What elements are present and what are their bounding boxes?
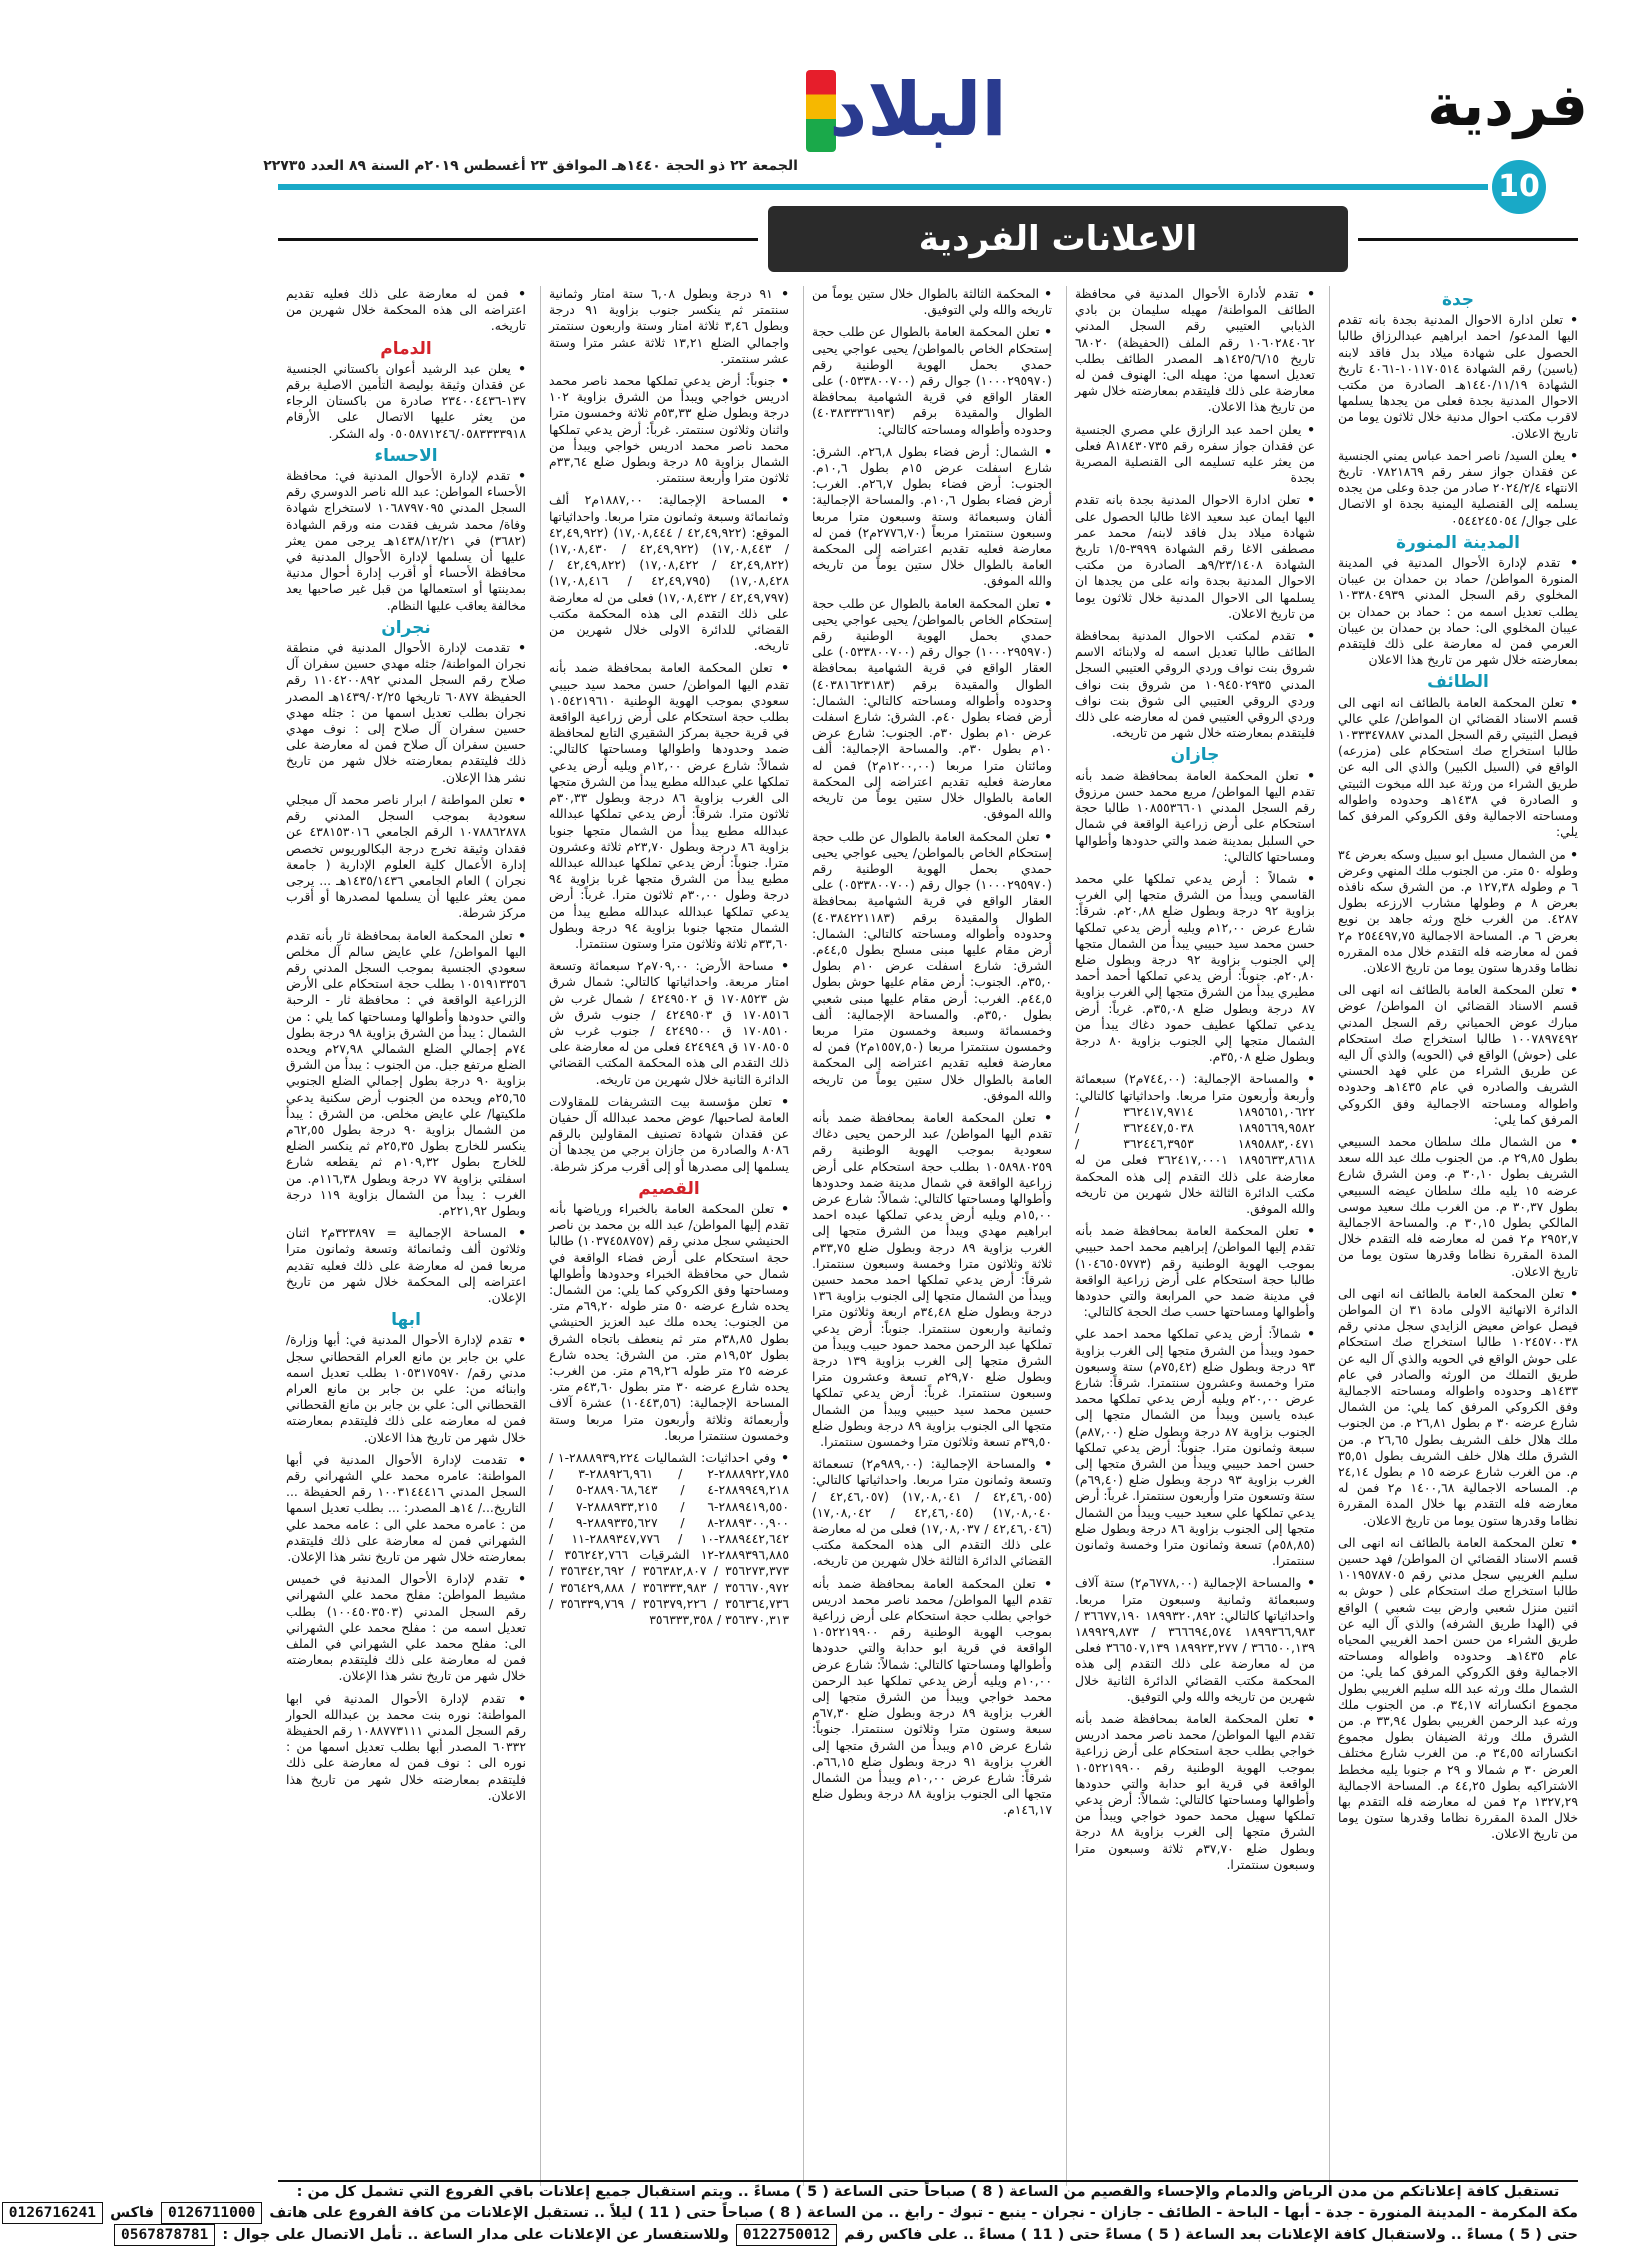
classified-ad: • من الشمال مسيل ابو سبيل وسكه بعرض ٣٤ وطوله ٥٠ متر. من الجنوب ملك المنهي وعرض ٦ م وطوله ١٢٧,٣٨ م. من الشرق سكه نافذه بعرض ٨ م وطولها مشارب الارزعه بطول ٤٢٨٧. من الغرب خلج ورثه جاهد بن نويع بعرض ٦ م. المساحة الاجمالية ٢٥٤٤٩٧,٧٥ م٢ فمن له معارضه فله التقدم خلال مده المقرره نظاما وقدرها ستون يوما من تاريخ الاعلان. [1338,847,1578,977]
classified-ad: • تقدمت لإدارة الأحوال المدنية في منطقة نجران المواطنة/ جثله مهدي حسين سفران آل صلاح رقم السجل المدني ١١٠٤٢٠٠٨٩٢ رقم الحفيظة ٦٠٨٧٧ تاريخها ١٤٣٩/٠٢/٢٥هـ المصدر نجران بطلب تعديل اسمها من : جثله مهدي حسين سفران آل صلاح إلى : نوف مهدي حسين سفران آل صلاح فمن له معارضة على ذلك فليتقدم بمعارضته خلال شهر من تاريخ نشر هذا الإعلان. [286,640,526,786]
classified-ad: • تعلن المحكمة العامة بمحافظة ضمد بأنه تقدم اليها المواطن/ حسن محمد سيد حبيبي سعودي بموجب الهوية الوطنية ١٠٥٤٢١٩٦١٠ بطلب حجة استحكام على أرض زراعية الواقعة في قرية حجية بمركز الشقيري التابع لمحافظة ضمد وحدودها واطوالها ومساحتها كالتالي: شمالاً: شارع عرض ١٢,٠٠م ويليه أرض يدعي تملكها علي عبدالله مطبع يبدأ من الشرق متجها الى الغرب بزاوية ٨٦ درجة وبطول ٣٠,٣٣م ثلاثون مترا. شرقاً: أرض يدعي تملكها عبدالله عبدالله مطبع يبدأ من الشمال متجها جنوبا بزاوية ٨٦ درجة وبطول ٢٣,٧٠م ثلاثة وعشرون مترا. جنوباً: أرض يدعي تملكها عبدالله عبدالله مطبع يبدأ من الشرق متجها غربا بزاوية ٩٤ درجة وطول ٣٠,٠٠م ثلاثون مترا. غرباً: أرض يدعي تملكها عبدالله عبدالله مطبع يبدأ من الشمال متجها جنوبا بزاوية ٩٤ درجة وبطول ٣٣,٦٠م ثلاثة وثلاثون مترا وستون سنتمترا. [549,660,789,952]
section-title: فردية [1427,71,1588,139]
classified-ad: • المساحة الإجمالية = ٣٢٣٨٩٧م٢ اثنان وثلاثون ألف وثمانمائة وتسعة وثمانون مترا مربعا فمن له معارضة على ذلك فعليه تقديم اعتراضه إلى المحكمة خلال شهر من تاريخ الإعلان. [286,1225,526,1306]
city-heading: الاحساء [374,445,438,466]
classified-ad: • تعلن مؤسسة بيت التشريفات للمقاولات العامة لصاحبها/ عوض محمد عبدالله آل حفيان عن فقدان شهادة تصنيف المقاولين بالرقم ٨٠٨٦ والصادرة من جازان برجي من يجدها أن يسلمها إلى مصدرها أو إلى أقرب مركز شرطة. [549,1094,789,1175]
footer-branches-text: مكة المكرمة - المدينة المنورة - جدة - أبها - الباحة - الطائف - جازان - نجران - ينبع - تبوك - رابغ .. من الساعة ( 8 ) صباحاً حتى ( 11 ) ليلاً .. تستقبل الإعلانات من كافة الفروع على هاتف [269,2205,1578,2221]
footer-fax-label: فاكس [110,2205,154,2221]
city-heading: المدينة المنورة [1395,532,1520,553]
footer [8,2180,1578,2244]
classified-ad: • تعلن المواطنة / ابرار ناصر محمد آل مبجلي سعودية بموجب السجل المدني رقم ١٠٧٨٨٦٢٨٧٨ الرقم الجامعي ٤٣٨١٥٣٠١٦ عن فقدان وثيقة تخرج درجة البكالوريوس تخصص إدارة الأعمال كلية العلوم الإدارية ( جامعة نجران ) العام الجامعي ١٤٣٥/١٤٣٦هـ ... يرجى ممن يعثر عليها أن يسلمها لمصدرها أو أقرب مركز شرطة. [286,792,526,922]
banner-rule-right [1358,238,1578,241]
ad-column [278,286,526,2186]
classified-ad: • شمالاً: أرض يدعي تملكها محمد احمد علي حمود ويبدأ من الشرق متجها إلى الغرب بزاوية ٩٣ درجة وبطول ضلع (٧٥,٤٢م) ستة وسبعون مترا وخمسة وعشرون سنتمترا. شرقاً: شارع عرض ٢٠,٠٠م ويليه أرض يدعي تملكها محمد عبده ياسين ويبدأ من الشمال متجها إلى الجنوب بزاوية ٨٧ درجة وبطول ضلع (٨٧,٠٠م) سبعة وثمانون مترا. جنوباً: أرض يدعي تملكها حسن احمد حبيبي ويبدأ من الشرق متجها إلى الغرب بزاوية ٩٣ درجة وبطول ضلع (٦٩,٤٠م) ستة وتسعون مترا وأربعون سنتمترا. غرباً: أرض يدعي تملكها علي سعيد حبيب ويبدأ من الشمال متجها إلى الجنوب بزاوية ٨٦ درجة وبطول ضلع (٥٨,٨٥م) تسعة وثمانون مترا وخمسة وثمانون سنتمترا. [1075,1326,1315,1569]
footer-phone: 0126711000 [161,2202,262,2224]
classified-ad: • شمالاً : أرض يدعي تملكها علي محمد القاسمي ويبدأ من الشرق متجها إلي الغرب بزاوية ٩٢ درجة وبطول ضلع ٢٠,٨٨م. شرقاً: شارع عرض ١٢,٠٠م ويليه أرض يدعي تملكها حسن محمد سيد حبيبي يبدأ من الشمال متجها إلي الجنوب بزاوية ٩٢ درجة وبطول ضلع ٢٠,٨٠م. جنوباً: أرض يدعي تملكها أحمد أحمد مطيري يبدأ من الشرق متجها إلي الغرب بزاوية ٨٧ درجة وبطول ضلع ٣٥,٠٨م. غرباً: أرض يدعي تملكها عطيف حمود دغاك يبدأ من الشمال متجها إلي الجنوب بزاوية ٨٠ درجة وبطول ضلع ٣٥,٠٨م. [1075,871,1315,1065]
banner-rule-left [278,238,758,241]
city-heading: القصيم [638,1178,700,1199]
classified-ad: • تعلن المحكمة العامة بالطائف انه انهى الى الدائرة الانهائية الاولى مادة ٣١ ان المواطن فيصل عواض معيض الزايدي سجل مدني رقم ١٠٢٤٥٧٠٠٣٨ طالبا استخراج صك استحكام على حوش الواقع في الحويه والذي آل اليه عن طريق التملك من الورثه والصادر في عام ١٤٣٣هـ وحدوده واطواله ومساحته الاجمالية وفق الكروكي المرفق كما يلي: من الشمال شارع عرضه ٣٠ م بطول ٢٦,٨١ م. من الجنوب ملك هلال خلف الشريف بطول ٢٦,٦٥ م. من الشرق ملك هلال خلف الشريف بطول ٣٥,٥١ م. من الغرب شارع عرضه ١٥ م بطول ٢٤,١٤ م. المساحه الاجمالية ١٤٠٠,٦٨ م٢ فمن له معارضه فله التقدم بها خلال المدة المقررة نظاما وقدرها ستون يوما من تاريخ الاعلان. [1338,1286,1578,1529]
classified-ad: • تعلن المحكمة العامة بالطوال عن طلب حجة إستحكام الخاص بالمواطن/ يحيى عواجي يحيى حمدي بحمل الهوية الوطنية رقم (١٠٠٠٢٩٥٩٧٠) جوال رقم (٠٥٣٣٨٠٠٧٠٠) على العقار الواقع في قرية الشهامية بمحافظة الطوال والمقيدة برقم (٤٠٣٨١٦٢٣١٨٣) وحدوده وأطواله ومساحته كالتالي: الشمال: أرض فضاء بطول ٤٠م. الشرق: شارع اسفلت عرض ١٠م بطول ٣٠م. الجنوب: شارع عرض ١٠م بطول ٣٠م. والمساحة الإجمالية: ألف ومائتان مترا مربعا (١٢٠٠,٠٠م٢) فمن له معارضة فعليه تقديم اعتراضه إلى المحكمة العامة بالطوال خلال ستين يوماً من تاريخه والله الموفق. [812,596,1052,823]
classified-ad: • فمن له معارضة على ذلك فعليه تقديم اعتراضه الى هذه المحكمة خلال شهرين من تاريخه. [286,286,526,335]
footer-fax-2: 0122750012 [736,2224,837,2246]
classified-ad: • تعلن ادارة الاحوال المدنية بجدة بانه تقدم اليها ايمان عبد سعيد الاغا طالبا الحصول على شهادة ميلاد بدل فاقد لابنه/ محمد عمر مصطفى الاغا رقم الشهادة ٣٩٩٩-١/٥ تاريخ الشهادة ٩/٢٣/١٤٠٨هـ الصادرة من مكتب الاحوال المدنية بجدة وانه على من يجدها ان يسلمها الى الاحوال المدنية خلال ثلاثون يوما من تاريخ الاعلان. [1075,492,1315,622]
ad-columns [278,286,1578,2186]
edition-date-line: الجمعة ٢٢ ذو الحجة ١٤٤٠هـ الموافق ٢٣ أغسطس ٢٠١٩م السنة ٨٩ العدد ٢٢٧٣٥ [263,158,798,174]
footer-after-hours-text: بعد الساعة ( 5 ) مساءً حتى ( 11 ) مساءً .. على فاكس رقم [844,2227,1262,2243]
ad-column [1329,286,1578,2186]
city-heading: الدمام [380,338,432,359]
classified-ad: • تقدم لمكتب الاحوال المدنية بمحافظة الطائف طالبا تعديل اسمه له ولابنائه الاسم شروق بنت نواف وردي الروقي العتيبي السجل المدني ١٠٩٤٥٠٢٩٣٥ من شروق بنت نواف وردي الروقي العتيبي الى شوق بنت نواف وردي الروقي العتيبي فمن له معارضه على ذلك فليتقدم بمعارضته خلال شهر من تاريخه. [1075,628,1315,741]
classified-ad: • يعلن عبد الرشيد أعوان باكستاني الجنسية عن فقدان وثيقة بوليصة التأمين الاصلية برقم ١٣٧-٢٣٤٠٠٤٤٣٦ صادرة من باكستان الرجاء من يعثر عليها الاتصال على الأرقام ٠٥٠٥٨٧١٢٤٦/٠٥٨٣٣٣٣٩١٨ وله الشكر. [286,361,526,442]
footer-line-3 [120,2224,1578,2246]
classified-ad: • تعلن المحكمة العامة بمحافظة ثار بأنه تقدم اليها المواطن/ علي عايض سالم آل مخلص سعودي الجنسية بموجب السجل المدني رقم ١٠٥١٩١٣٣٥٦ بطلب حجة استحكام على الأرض الزراعية الواقعة في : محافظة ثار - الرحبة والتي حدودها وأطوالها ومساحتها كما يلي : من الشمال : يبدأ من الشرق بزاوية ٩٨ درجة بطول ٧٤م إجمالي الضلع الشمالي ٢٧,٩٨م ويحده الضلع مرتفع جبل. من الجنوب : يبدأ من الشرق بزاوية ٩٠ درجة بطول إجمالي الضلع الجنوبي ٢٥,٦٥م ويحده من الجنوب أرض سكنية يدعي ملكيتها/ علي عايض مخلص. من الشرق : يبدأ من الشمال بزاوية ٩٠ درجة بطول ٦٢,٥٥م ينكسر للخارج بطول ٢٥,٣٥م ثم ينكسر الضلع للخارج بطول ١٠٩,٣٢م ثم يقطعه شارع اسفلتي بزاوية ٧٧ درجة وبطول ١١٦,٣٨م. من الغرب : يبدأ من الشمال بزاوية ١١٩ درجة وبطول ٢٢١,٩٢م. [286,928,526,1220]
footer-hours-prefix: حتى ( 5 ) مساءً .. ولاستقبال كافة الإعلانات [1266,2227,1578,2243]
classified-ad: • تقدمت لإدارة الأحوال المدنية في أبها المواطنة: عامره محمد علي الشهراني رقم السجل المدني ١٠٠٣١٤٤٤١٦ رقم الحفيظة ... التاريخ.../ ١٤هـ المصدر: ... بطلب تعديل اسمها من : عامره محمد علي الى : عامه محمد علي الشهراني فمن له معارضة على ذلك فليتقدم بمعارضته خلال شهر من تاريخ نشر هذا الإعلان. [286,1452,526,1565]
classified-ad: • الشمال: أرض فضاء بطول ٢٦,٨م. الشرق: شارع اسفلت عرض ١٥م بطول ١٠,٦م. الجنوب: أرض فضاء بطول ٢٦,٧م. الغرب: أرض فضاء بطول ١٠,٦م. والمساحة الإجمالية: ألفان وسبعمائة وستة وسبعون مترا مربعا وسبعون سنتمترا مربعاً (٢٧٧٦,٧٠م٢) فمن له معارضة فعليه تقديم اعتراضه إلى المحكمة العامة بالطوال خلال ستين يوماً من تاريخه والله الموفق. [812,444,1052,590]
section-rule [278,184,1488,190]
classified-ad: • وفي احداثيات: الشماليات ٢٨٨٨٩٣٩,٢٢٤-١ / ٢٨٨٨٩٢٢,٧٨٥-٢ / ٢٨٨٩٢٦,٩٦١-٣ / ٢٨٨٩٩٤٩,٢١٨-٤ / ٢٨٨٩٠٦٨,٦٤٣-٥ / ٢٨٨٩٤١٩,٥٥٠-٦ / ٢٨٨٨٩٣٣,٢١٥-٧ / ٢٨٨٩٣٠٠,٩٠٠-٨ / ٢٨٨٩٣٣٥,٦٢٧-٩ / ٢٨٨٩٤٤٢,٦٤٢-١٠ / ٢٨٨٩٣٤٧,٧٧٦-١١ / ٢٨٨٩٣٩٦,٨٨٥-١٢ الشرقيات ٣٥٦٢٤٢,٧٦٦ / ٣٥٦٢٧٣,٣٧٣ / ٣٥٦٣٨٢,٨٠٧ / ٣٥٦٣٤٢,٦٩٢ / ٣٥٦٦٧٠,٩٧٢ / ٣٥٦٣٣٣,٩٨٣ / ٣٥٦٤٢٩,٨٨٨ / ٣٥٦٣٦٤,٧٣٦ / ٣٥٦٣٧٩,٢٢٦ / ٣٥٦٣٣٩,٧٦٩ / ٣٥٦٣٧٠,٣١٣ / ٣٥٦٣٣٣,٣٥٨ [549,1450,789,1628]
classified-ad: • المساحة الإجمالية: ١٨٨٧,٠٠م٢ ألف وثمانمائة وسبعة وثمانون مترا مربعا. واحداثياتها الموقع: (٤٢,٤٩,٩٢٢ / ١٧,٠٨,٤٤٤) (٤٢,٤٩,٩٢٢ / ١٧,٠٨,٤٤٣) (٤٢,٤٩,٩٢٢ / ١٧,٠٨,٤٣٠) (٤٢,٤٩,٨٢٢ / ١٧,٠٨,٤٢٢) (٤٢,٤٩,٨٢٢ / ١٧,٠٨,٤٢٨) (٤٢,٤٩,٧٩٥ / ١٧,٠٨,٤١٦) (٤٢,٤٩,٧٩٧ / ١٧,٠٨,٤٣٢) فعلى من له معارضة على ذلك التقدم الى هذه المحكمة مكتب القضائي للدائرة الاولى خلال شهرين من تاريخه. [549,492,789,654]
city-heading: جازان [1170,745,1220,766]
classified-ad: • تعلن المحكمة العامة بمحافظة ضمد بأنه تقدم اليها المواطن/ عبد الرحمن يحيى دغاك سعودية بموجب الهوية الوطنية رقم ١٠٥٨٩٨٠٢٥٩ بطلب حجة استحكام على أرض زراعية الواقعة في شمال مدينة ضمد وحدودها وأطوالها ومساحتها كالتالي: شمالاً: شارع عرض ١٥,٠٠م ويليه أرض يدعي تملكها عبده احمد ابراهيم مهدي ويبدأ من الشرق متجها إلى الغرب بزاوية ٨٩ درجة وبطول ضلع ٣٣,٧٥م ثلاثة وثلاثون مترا وخمسة وسبعون سنتمترا. شرقاً: أرض يدعي تملكها احمد محمد حسين ويبدأ من الشمال متجها إلى الجنوب بزاوية ١٣٦ درجة وبطول ضلع ٣٤,٤٨م اربعة وثلاثون مترا وثمانية واربعون سنتمترا. جنوباً: أرض يدعي تملكها عبد الرحمن محمد حمود حبيب ويبدأ من الشرق متجها إلى الغرب بزاوية ١٣٩ درجة وبطول ضلع ٢٩,٧٠م تسعة وعشرون مترا وسبعون سنتمترا. غرباً: أرض يدعي تملكها حسين محمد سيد حبيبي ويبدأ من الشمال متجها الى الجنوب بزاوية ٨٩ درجة وبطول ضلع ٣٩,٥٠م تسعة وثلاثون مترا وخمسون سنتمترا. [812,1110,1052,1450]
city-heading: نجران [381,617,431,638]
classified-ad: • والمساحة الإجمالية: (٧٤٤,٠٠م٢) سبعمائة وأربعة وأربعون مترا مربعا. واحداثياتها كالتالي: ١٨٩٥٦٥١,٠٦٢٢ ٣٦٢٤١٧,٩٧١٤ / ١٨٩٥٦٦٩,٩٥٨٢ ٣٦٢٤٤٧,٥٠٣٨ / ١٨٩٥٨٨٣,٠٤٧١ ٣٦٢٤٤٦,٣٩٥٣ / ١٨٩٥٦٣٣,٨٦١٨ ٣٦٢٤١٧,٠٠٠١ فعلى من له معارضة على ذلك التقدم إلى هذه المحكمة مكتب الدائرة الثالثة خلال شهرين من تاريخه والله الموفق. [1075,1071,1315,1217]
city-heading: الطائف [1427,672,1489,693]
classified-ad: • يعلن احمد عبد الرازق علي مصري الجنسية عن فقدان جواز سفره رقم A١٨٤٣٠٧٣٥ فعلى من يعثر عليه تسليمه الى القنصلية المصرية بجدة [1075,422,1315,487]
classified-ad: • جنوباً: أرض يدعي تملكها محمد ناصر محمد ادريس خواجي ويبدأ من الشرق بزاوية ١٠٢ درجة وبطول ضلع ٥٣,٣٣م ثلاثة وخمسون مترا واثنان وثلاثون سنتمتر. غرباً: أرض يدعي تملكها محمد ناصر محمد ادريس خواجي ويبدأ من الشمال بزاوية ٨٥ درجة وبطول ضلع ٣٣,٦٤م ثلاثون مترا وأربعة سنتمتر. [549,373,789,486]
classified-ad: • مساحة الأرض: ٧٠٩,٠٠م٢ سبعمائة وتسعة امتار مربعة. واحداثياتها كالتالي: شمال شرق ش ١٧٠٨٥٢٣ ق ٤٢٤٩٥٠٢ / شمال غرب ش ١٧٠٨٥١٦ ق ٤٢٤٩٥٠٣ / جنوب شرق ش ١٧٠٨٥١٠ ق ٤٢٤٩٥٠٠ / جنوب غرب ش ١٧٠٨٥٠٥ ق ٤٢٤٩٤٩ فعلى من له معارضة على ذلك التقدم الى هذه المحكمة المكتب القضائي الدائرة الثانية خلال شهرين من تاريخه. [549,958,789,1088]
footer-mobile-text: وللاستفسار عن الإعلانات على مدار الساعة .. تأمل الاتصال على جوال : [222,2227,729,2243]
classifieds-banner: الاعلانات الفردية [768,206,1348,272]
page-number-badge: 10 [1492,160,1546,214]
classified-ad: • يعلن السيد/ ناصر احمد عباس يمني الجنسية عن فقدان جواز سفر رقم ٠٧٨٢١٨٦٩ تاريخ الانتهاء ٢٠٢٤/٢/٤ صادر من جدة وعلى من يجده يسلمه إلى القنصلية اليمنية بجدة او الاتصال على جوال/ ٠٥٤٤٢٤٥٠٥٤ [1338,448,1578,529]
classified-ad: • تعلن المحكمة العامة بمحافظة ضمد بأنه تقدم اليها المواطن/ محمد ناصر محمد ادريس خواجي بطلب حجة استحكام على أرض زراعية بموجب الهوية الوطنية رقم ١٠٥٢٢١٩٩٠٠ الواقعة في قرية ابو حدابة والتي حدودها وأطوالها ومساحتها كالتالي: شمالاً: أرض يدعي تملكها سهيل محمد حمود خواجي ويبدأ من الشرق متجها إلى الغرب بزاوية ٨٨ درجة وبطول ضلع ٣٧,٧٠م ثلاثة وسبعون مترا وسبعون سنتمترا. [1075,1711,1315,1873]
classified-ad: • تقدم لإدارة الأحوال المدنية في ابها المواطنة: نوره بنت محمد بن عبدالله الحوار رقم السجل المدني ١٠٨٨٧٧٣١١١ رقم الحفيظة ٦٠٣٣٢ المصدر أبها بطلب تعديل اسمها من : نوره الى : نوف فمن له معارضة على ذلك فليتقدم بمعارضته خلال شهر من تاريخ هذا الاعلان. [286,1691,526,1804]
masthead [208,0,1628,204]
classified-ad: • تقدم لإدارة الأحوال المدنية في خميس مشيط المواطن: مفلح محمد علي الشهراني رقم السجل المدني (١٠٠٤٥٠٣٥٠٣) بطلب تعديل اسمه من : مفلح محمد علي الشهراني الى: مفلح محمد علي الشهراني في الملف فمن له معارضة على ذلك فليتقدم بمعارضته خلال شهر من تاريخ نشر هذا الإعلان. [286,1571,526,1684]
classified-ad: • المحكمة الثالثة بالطوال خلال ستين يوماً من تاريخه والله ولي التوفيق. [812,286,1052,318]
classified-ad: • تعلن المحكمة العامة بمحافظة ضمد بأنه تقدم اليها المواطن/ محمد ناصر محمد ادريس خواجي بطلب حجة استحكام على أرض زراعية بموجب الهوية الوطنية رقم ١٠٥٢٢١٩٩٠٠ الواقعة في قرية ابو حدابة والتي حدودها وأطوالها ومساحتها كالتالي: شمالاً: شارع عرض ١٠,٠٠م ويليه أرض يدعي تملكها عبد الرحمن محمد خواجي ويبدأ من الشرق متجها إلى الغرب بزاوية ٨٩ درجة وبطول ضلع ٦٧,٣٠م سبعة وستون مترا وثلاثون سنتمترا. جنوباً: شارع عرض ١٥م ويبدأ من الشرق متجها إلى الغرب بزاوية ٩١ درجة وبطول ضلع ٦٦,١٥م. شرقاً: شارع عرض ١٠,٠٠م ويبدأ من الشمال متجها الى الجنوب بزاوية ٨٨ درجة وبطول ضلع ١٤٦,١٧م. [812,1576,1052,1819]
logo-text: البلاد [829,67,1007,153]
classified-ad: • تعلن المحكمة العامة بالطوال عن طلب حجة إستحكام الخاص بالمواطن/ يحيى عواجي يحيى حمدي بحمل الهوية الوطنية رقم (١٠٠٠٢٩٥٩٧٠) جوال رقم (٠٥٣٣٨٠٠٧٠٠) على العقار الواقع في قرية الشهامية بمحافظة الطوال والمقيدة برقم (٤٠٣٨٣٣٣٦١٩٣) وحدوده وأطواله ومساحته كالتالي: [812,324,1052,437]
classified-ad: • تقدم لإدارة الأحوال المدنية في: محافظة الأحساء المواطن: عبد الله ناصر الدوسري رقم السجل المدني ١٠٦٨٧٩٧٠٩٥ لاستخراج شهادة وفاة/ محمد شريف فقدت منه ورقم الشهادة (٣٦٨٢) في ١٤٣٨/١٢/٢١هـ يرجى ممن يعثر عليها أن يسلمها لإدارة الأحوال المدنية في محافظة الأحساء أو أقرب إدارة أحوال مدنية بمدينتها أو استعمالها من قبل غير صاحبها يعد مخالفة يعاقب عليها النظام. [286,468,526,614]
classified-ad: • والمساحة الإجمالية: (٩٨٩,٠٠م٢) تسعمائة وتسعة وثمانون مترا مربعا. واحداثياتها كالتالي: (٤٢,٤٦,٠٥٥ / ١٧,٠٨,٠٤١) (٤٢,٤٦,٠٥٧ / ١٧,٠٨,٠٤٠) (٤٢,٤٦,٠٤٥ / ١٧,٠٨,٠٤٢) (٤٢,٤٦,٠٤٦ / ١٧,٠٨,٠٣٧) فعلى من له معارضة على ذلك التقدم الى هذه المحكمة مكتب القضائي الدائرة الثالثة خلال شهرين من تاريخه. [812,1456,1052,1569]
footer-line-2 [8,2202,1578,2224]
classified-ad: • تعلن المحكمة العامة بمحافظة ضمد بأنه تقدم إليها المواطن/ إبراهيم محمد احمد حبيبي بموجب الهوية الوطنية رقم (١٠٤٦٥٠٥٧٧٣) طالبا حجة استحكام على أرض زراعية الواقعة في مدينة ضمد حي المرابعة والتي حدودها وأطوالها ومساحتها حسب صك الحجة كالتالي: [1075,1223,1315,1320]
classified-ad: • تعلن المحكمة العامة بالطوال عن طلب حجة إستحكام الخاص بالمواطن/ يحيى عواجي يحيى حمدي بحمل الهوية الوطنية رقم (١٠٠٠٢٩٥٩٧٠) جوال رقم (٠٥٣٣٨٠٠٧٠٠) على العقار الواقع في قرية الشهامية بمحافظة الطوال والمقيدة برقم (٤٠٣٨٤٢٢١١٨٣) وحدوده وأطواله ومساحته كالتالي: الشمال: أرض مقام عليها مبنى مسلح بطول ٤٤,٥م. الشرق: شارع اسفلت عرض ١٠م بطول ٣٥,٠م. الجنوب: أرض مقام عليها حوش بطول ٤٤,٥م. الغرب: أرض مقام عليها مبنى شعبي بطول ٣٥,٠م. والمساحة الإجمالية: ألف وخمسمائة وسبعة وخمسون مترا مربعا وخمسون سنتمترا مربعا (١٥٥٧,٥٠م٢) فمن له معارضة فعليه تقديم اعتراضه إلى المحكمة العامة بالطوال خلال ستين يوماً من تاريخه والله الموفق. [812,829,1052,1104]
classified-ad: • ٩١ درجة وبطول ٦,٠٨ ستة امتار وثمانية سنتمتر ثم ينكسر جنوب بزاوية ٩١ درجة وبطول ٣,٤٦ ثلاثة امتار وستة واربعون سنتمتر واجمالي الضلع ١٣,٢١ ثلاثة عشر مترا وستة عشر سنتمتر. [549,286,789,367]
classified-ad: • والمساحة الإجمالية (٦٧٧٨,٠٠م٢) ستة آلاف وسبعمائة وثمانية وسبعون مترا مربعا. واحداثياتها كالتالي: ١٨٩٩٣٢٠,٨٩٢ ٣٦٦٧٧,١٩٠ / ١٨٩٩٣٦٦,٩٨٣ ٣٦٦٦٩٤,٥٧٤ / ١٨٩٩٢٩,٨٧٣ ٣٦٦٥٠٠,١٣٩ / ١٨٩٩٢٣,٢٧٧ ٣٦٦٥٠٧,١٣٩ فعلى من له معارضة على ذلك التقدم إلى هذه المحكمة مكتب القضائي الدائرة الثانية خلال شهرين من تاريخه والله ولي التوفيق. [1075,1575,1315,1705]
classified-ad: • تقدم لإدارة الأحوال المدنية في: أبها وزارة/ علي بن جابر بن مانع العرام القحطاني سجل مدني رقم/ ١٠٥٣١٧٥٩٧٠ بطلب تعديل اسمه وابنائه من: علي بن جابر بن مانع العرام القحطاني الى: علي بن جابر بن مانع القحطاني فمن له معارضه على ذلك فليتقدم بمعارضته خلال شهر من تاريخ هذا الاعلان. [286,1332,526,1445]
footer-fax: 0126716241 [2,2202,103,2224]
classified-ad: • تعلن المحكمة العامة بالطائف انه انهى الى قسم الاسناد القضائي ان المواطن/ عوض مبارك عوض الحمياني رقم السجل المدني ١٠٠٧٨٩٧٤٩٢ طالبا استخراج صك استحكام على (حوش) الواقع في (الحويه) والذي آل اليه عن طريق الشراء من علي فهد الحسني الشريف والصادره في عام ١٤٣٥هـ وحدوده واطواله ومساحته الاجمالية وفق الكروكي المرفق كما يلي: [1338,982,1578,1128]
newspaper-logo [798,60,1038,160]
classified-ad: • تعلن المحكمة العامة بالطائف انه انهى الى قسم الاسناد القضائي ان المواطن/ فهد حسين سليم الغريبي سجل مدني رقم ١٠١٩٥٧٨٧٠٥ طالبا استخراج صك استحكام على ( حوش به اثنين منزل شعبي وارض بيت شعبي ) الواقع في (الهدا طريق الشرفه) والذي آل اليه عن طريق الشراء من حسن احمد الغريبي المحياه عام ١٤٣٥هـ وحدوده واطواله ومساحته الاجمالية وفق الكروكي المرفق كما يلي: من الشمال ملك ورثه عبد الله سليم الغريبي بطول مجموع انكساراته ٣٤,١٧ م. من الجنوب ملك ورثه عبد الرحمن الغريبي بطول ٣٣,٩٤ م. من الشرق ملك ورثة الضيفان بطول مجموع انكساراته ٣٤,٥٥ م. من الغرب شارع مختلف العرض ٣٠ م شمالا و ٢٩ م جنوبا يليه مخطط الاشتراكيه بطول ٤٤,٢٥ م. المساحة الاجمالية ١٣٢٧,٢٩ م٢ فمن له معارضه فله التقدم بها خلال المدة المقررة نظاما وقدرها ستون يوما من تاريخ الاعلان. [1338,1535,1578,1843]
footer-line-1: تستقبل كافة إعلاناتكم من مدن الرياض والدمام والإحساء والقصيم من الساعة ( 8 ) صباحاً حتى الساعة ( 5 ) مساءً .. ويتم استقبال جميع إعلانات باقي الفروع التي تشمل كل من : [296,2184,1560,2200]
ad-column [803,286,1052,2186]
footer-mobile: 0567878781 [114,2224,215,2246]
ad-column [540,286,789,2186]
city-heading: ابها [391,1310,421,1331]
classified-ad: • تعلن المحكمة العامة بالطائف انه انهى الى قسم الاسناد القضائي ان المواطن/ علي عالي فيصل الثبيتي رقم السجل المدني ١٠٣٣٣٤٧٨٨٧ طالبا استخراج صك استحكام على (مزرعه) الواقع في (السيل الكبير) والذي الى البه عن طريق الشراء من ورثة عبد الله مبخوت الثبيتي و الصادرة في ١٤٣٨هـ وحدوده واطواله ومساحته الاجمالية وفق الكروكي المرفق كما يلي: [1338,695,1578,841]
classified-ad: • تعلن ادارة الاحوال المدنية بجدة بانه تقدم اليها المدعو/ احمد ابراهيم عبدالرزاق طالبا الحصول على شهادة ميلاد بدل فاقد لابنه (ياسين) رقم الشهادة ١٠١١٧٠٥١٤-٤٠٦١ تاريخ الشهادة ١٤٤٠/١١/١٩هـ الصادرة من مكتب الاحوال المدنية بجدة فعلى من يجدها يسلمها لاقرب مكتب احوال مدنية خلال ثلاثون يوما من تاريخ الاعلان. [1338,312,1578,442]
classified-ad: • تقدم لأدارة الأحوال المدنية في محافظة الطائف المواطنة/ مهيله سليمان بن بادي الذيابي العتيبي رقم السجل المدني ١٠٦٠٢٨٤٠٦٢ رقم الملف (الحفيظة) ٦٨٠٢٠ تاريخ ١٤٢٥/٦/١٥هـ المصدر الطائف بطلب تعديل اسمها من: مهيله الى: الهنوف فمن له معارضة على ذلك فليتقدم بمعارضته خلال شهر من تاريخ هذا الاعلان. [1075,286,1315,416]
classified-ad: • من الشمال ملك سلطان محمد السبيعي بطول ٢٩,٨٥ م. من الجنوب ملك عبد الله سعد الشريف بطول ٣٠,١٠ م. ومن الشرق شارع عرضه ١٥ يليه ملك سلطان عيضه السبيعي بطول ٣٠,٣٧ م. من الغرب ملك سعيد موسى المالكي بطول ٣٠,١٥ م. والمساحة الاجمالية ٢٩٥٢,٧ م٢ فمن له معارضه فله التقدم خلال المدة المقررة نظاما وقدرها ستون يوما من تاريخ الاعلان. [1338,1134,1578,1280]
classified-ad: • تعلن المحكمة العامة بمحافظة ضمد بأنه تقدم اليها المواطن/ مريع محمد حسن مرزوق رقم السجل المدني ١٠٨٥٥٣٦٦٠١ طالبا حجة استحكام على أرض زراعية الواقعة في شمال حي السلبل بمدينة ضمد والتي حدودها وأطوالها ومساحتها كالتالي: [1075,768,1315,865]
classified-ad: • تقدم لإدارة الأحوال المدنية في المدينة المنورة المواطن/ حماد بن حمدان بن عيبان المخلوي رقم السجل المدني ١٠٣٣٨٠٤٩٣٩ يطلب تعديل اسمه من : حماد بن حمدان بن عيبان المخلوي الى: حماد بن حمدان بن عيبان العرمي فمن له معارضة على ذلك فليتقدم بمعارضته خلال شهر من تاريخ هذا الاعلان [1338,555,1578,668]
ad-column [1066,286,1315,2186]
classified-ad: • تعلن المحكمة العامة بالخبراء ورياضها بأنه تقدم إليها المواطن/ عبد الله بن محمد بن ناصر الحنيشي سجل مدني رقم (١٠٣٧٤٥٨٧٥٧) طالبا حجة استحكام على أرض فضاء الواقعة في شمال حي محافظة الخبراء وحدودها وأطوالها ومساحتها وفق الكروكي كما يلي: من الشمال: يحده شارع عرضه ٥٠ متر طوله ٦٩,٢٠م متر. من الجنوب: يحده ملك عبد العزيز الحنيشي بطول ٣٨,٨٥م متر ثم ينعطف باتجاه الشرق بطول ١٩,٥٢م متر. من الشرق: يحده شارع عرضه ٢٥ متر طوله ٦٩,٢٦م متر. من الغرب: يحده شارع عرضه ٣٠ متر بطول ٤٣,٦٠م متر. المساحة الإجمالية: (١٠٤٤٣,٥٦) عشرة آلاف وأربعمائة وثلاثة وأربعون مترا مربعا وستة وخمسون سنتمترا مربعا. [549,1201,789,1444]
city-heading: جدة [1441,290,1475,310]
